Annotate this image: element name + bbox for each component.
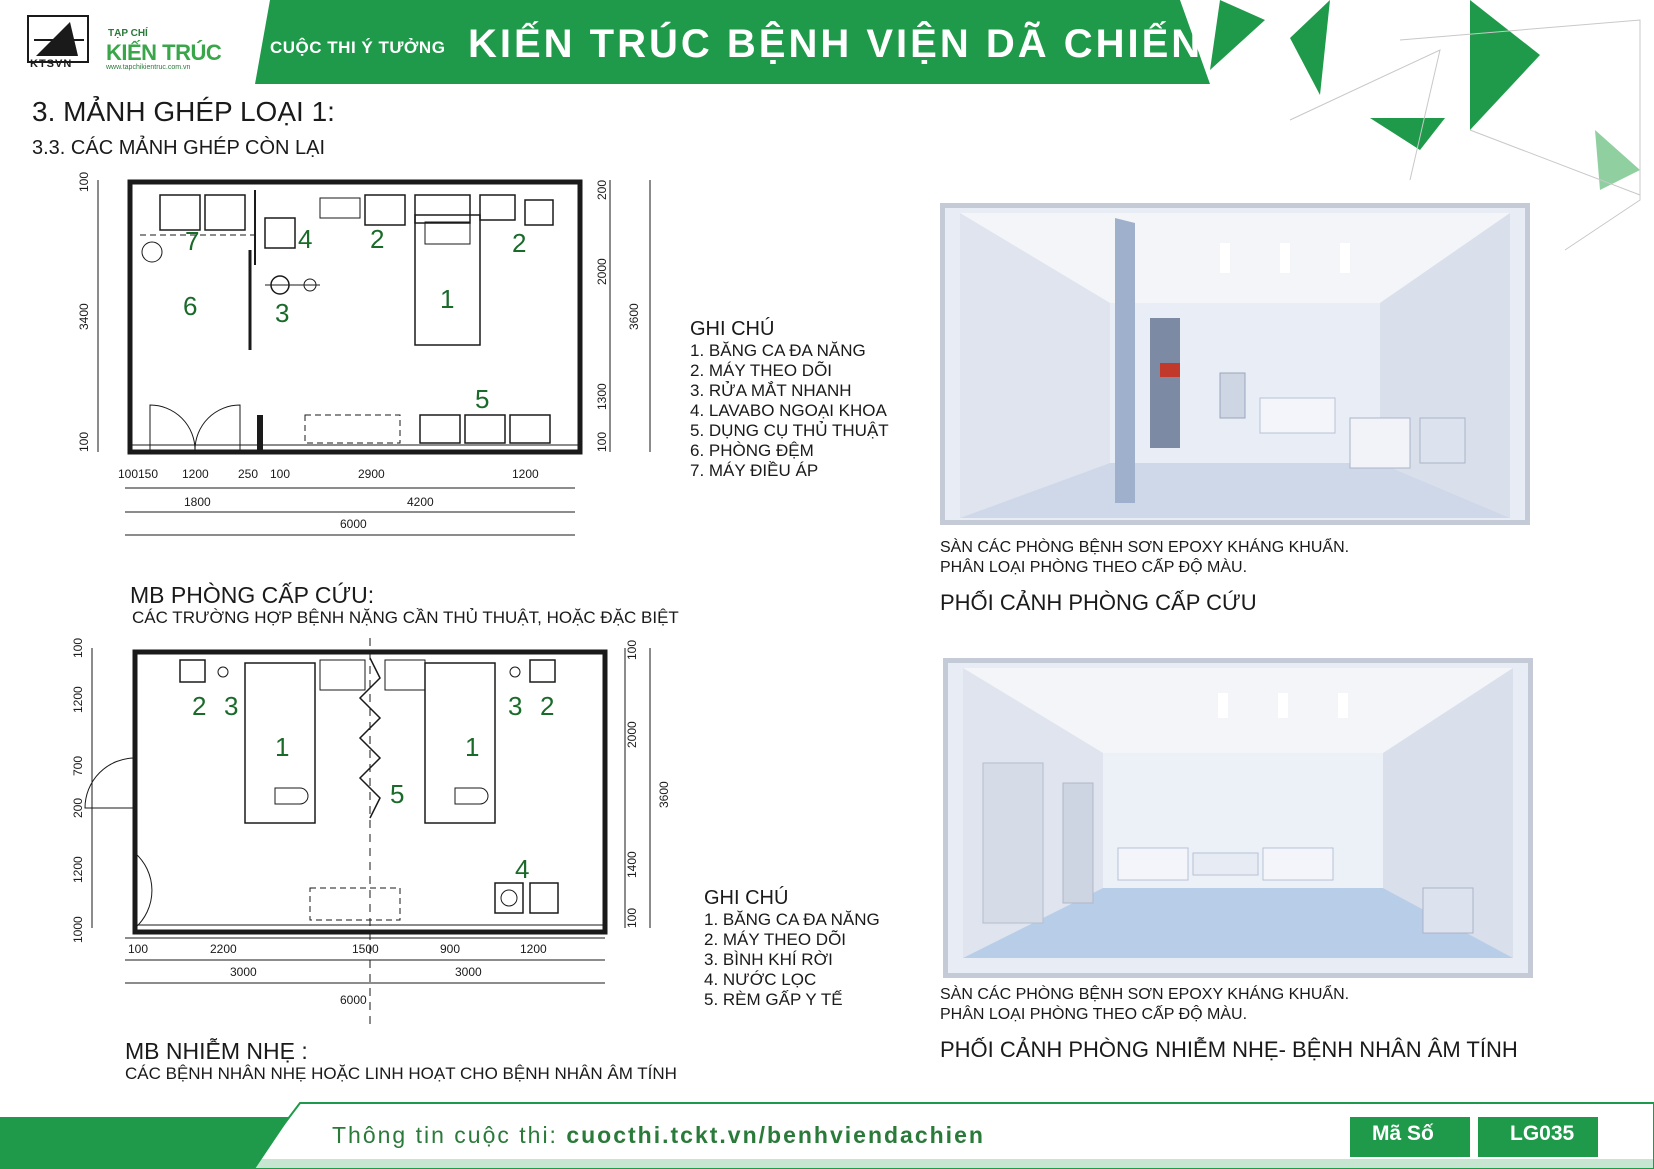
plan2-dim: 3600 [657, 781, 671, 808]
plan1-dim: 2000 [595, 258, 609, 285]
plan2-dim: 100 [625, 639, 639, 660]
plan2-number: 4 [515, 854, 530, 884]
section-title: 3. MẢNH GHÉP LOẠI 1: [32, 96, 335, 127]
plan2-dim: 1200 [71, 856, 85, 883]
legend-item: 4. LAVABO NGOẠI KHOA [690, 401, 887, 420]
legend-item: 7. MÁY ĐIỀU ÁP [690, 461, 819, 480]
plan1-dim: 3600 [627, 303, 641, 330]
plan1-dim: 1200 [512, 467, 539, 481]
plan1-description: CÁC TRƯỜNG HỢP BỆNH NẶNG CẦN THỦ THUẬT, HOẶC ĐẶC BIỆT [132, 608, 679, 627]
plan2-dim: 1500 [352, 942, 379, 956]
plan2-dim: 3000 [230, 965, 257, 979]
plan2-dim: 1200 [71, 686, 85, 713]
plan2-dim: 100 [128, 942, 149, 956]
magazine-logo-text: KIẾN TRÚC [106, 40, 222, 65]
render1-image [940, 203, 1530, 525]
legend-item: 6. PHÒNG ĐỆM [690, 441, 814, 460]
plan2-dim: 100 [625, 907, 639, 928]
render1-title: PHỐI CẢNH PHÒNG CẤP CỨU [940, 590, 1257, 615]
code-value: LG035 [1510, 1122, 1575, 1145]
plan1-dim: 3400 [77, 303, 91, 330]
render2-image [943, 658, 1533, 978]
deco-triangle [1470, 0, 1540, 130]
section-subtitle: 3.3. CÁC MẢNH GHÉP CÒN LẠI [32, 137, 326, 159]
footer-info-url[interactable]: cuocthi.tckt.vn/benhviendachien [566, 1122, 985, 1148]
plan1-outer-wall [130, 182, 580, 452]
legend-item: 3. BÌNH KHÍ RỜI [704, 950, 833, 969]
plan1-dim: 4200 [407, 495, 434, 509]
plan2-legend-title: GHI CHÚ [704, 887, 789, 909]
plan2-number: 5 [390, 779, 405, 809]
plan1-dim: 1800 [184, 495, 211, 509]
plan2-dim: 700 [71, 755, 85, 776]
plan1-number: 1 [440, 284, 455, 314]
code-label: Mã Số [1372, 1122, 1434, 1145]
render1-note [940, 538, 1349, 578]
plan1-dim: 1200 [182, 467, 209, 481]
plan2-dim: 2200 [210, 942, 237, 956]
plan2-door [135, 853, 152, 928]
plan1-dim: 100 [270, 467, 291, 481]
render1-note-line: SÀN CÁC PHÒNG BỆNH SƠN EPOXY KHÁNG KHUẨN. [940, 539, 1350, 556]
plan1-dim: 150 [138, 467, 159, 481]
plan1-dim: 100 [118, 467, 139, 481]
render2-note-line: SÀN CÁC PHÒNG BỆNH SƠN EPOXY KHÁNG KHUẨN. [940, 986, 1350, 1003]
legend-item: 1. BĂNG CA ĐA NĂNG [704, 910, 880, 929]
plan2-dim: 900 [440, 942, 461, 956]
plan1-number: 6 [183, 291, 198, 321]
competition-label: CUỘC THI Ý TƯỞNG [270, 38, 446, 57]
plan1-number: 3 [275, 298, 290, 328]
render2-note-line: PHÂN LOẠI PHÒNG THEO CẤP ĐỘ MÀU. [940, 1006, 1248, 1023]
magazine-url: www.tapchikientruc.com.vn [106, 64, 191, 71]
plan1-dim: 250 [238, 467, 259, 481]
magazine-small-label: TẠP CHÍ [108, 28, 148, 39]
render2-title: PHỐI CẢNH PHÒNG NHIỄM NHẸ- BỆNH NHÂN ÂM TÍNH [940, 1037, 1518, 1062]
plan1-dim: 100 [595, 431, 609, 452]
plan2-drawing [30, 638, 680, 1028]
render1-note-line: PHÂN LOẠI PHÒNG THEO CẤP ĐỘ MÀU. [940, 559, 1248, 576]
deco-triangle [1370, 118, 1445, 150]
legend-item: 1. BĂNG CA ĐA NĂNG [690, 341, 866, 360]
plan1-number: 4 [298, 224, 313, 254]
legend-item: 3. RỬA MẮT NHANH [690, 381, 852, 400]
legend-item: 5. DỤNG CỤ THỦ THUẬT [690, 421, 889, 440]
plan1-drawing [60, 170, 700, 570]
plan2-dim: 6000 [340, 993, 367, 1007]
footer-info-label: Thông tin cuộc thi: [332, 1122, 567, 1148]
plan1-caption: MB PHÒNG CẤP CỨU: [130, 582, 375, 608]
plan2-dim: 1000 [71, 916, 85, 943]
legend-item: 5. RÈM GẤP Y TẾ [704, 990, 843, 1009]
render2-note [940, 985, 1349, 1025]
deco-triangle [1290, 0, 1330, 95]
plan2-dim: 1400 [625, 851, 639, 878]
plan1-dim: 6000 [340, 517, 367, 531]
deco-triangle [1595, 130, 1640, 190]
legend-item: 2. MÁY THEO DÕI [690, 361, 833, 380]
plan1-legend [690, 318, 889, 481]
plan2-number: 2 [540, 691, 555, 721]
plan1-dim: 2900 [358, 467, 385, 481]
plan2-caption: MB NHIỄM NHẸ : [125, 1038, 308, 1064]
plan2-number: 2 [192, 691, 207, 721]
plan2-number: 3 [508, 691, 523, 721]
plan2-description: CÁC BỆNH NHÂN NHẸ HOẶC LINH HOẠT CHO BỆNH NHÂN ÂM TÍNH [125, 1064, 677, 1083]
plan2-number: 1 [275, 732, 290, 762]
competition-title: KIẾN TRÚC BỆNH VIỆN DÃ CHIẾN [468, 22, 1204, 66]
legend-item: 2. MÁY THEO DÕI [704, 930, 847, 949]
plan1-dim: 200 [595, 179, 609, 200]
legend-item: 4. NƯỚC LỌC [704, 970, 817, 989]
plan1-dim: 1300 [595, 383, 609, 410]
plan1-legend-title: GHI CHÚ [690, 318, 775, 340]
plan2-number: 1 [465, 732, 480, 762]
plan1-number: 7 [185, 226, 200, 256]
plan1-dim: 100 [77, 431, 91, 452]
plan2-dim: 100 [71, 638, 85, 658]
plan2-dim: 200 [71, 797, 85, 818]
plan1-number: 2 [370, 224, 385, 254]
plan1-number: 2 [512, 228, 527, 258]
plan2-dim: 2000 [625, 721, 639, 748]
org-name: KTSVN [30, 58, 73, 70]
plan2-number: 3 [224, 691, 239, 721]
plan2-dim: 1200 [520, 942, 547, 956]
plan1-number: 5 [475, 384, 490, 414]
plan1-door [150, 405, 195, 450]
footer-info [332, 1122, 985, 1149]
plan2-legend [704, 887, 880, 1010]
plan1-dim: 100 [77, 171, 91, 192]
plan2-dim: 3000 [455, 965, 482, 979]
plan2-bed [425, 663, 495, 823]
plan1-door [195, 405, 240, 450]
